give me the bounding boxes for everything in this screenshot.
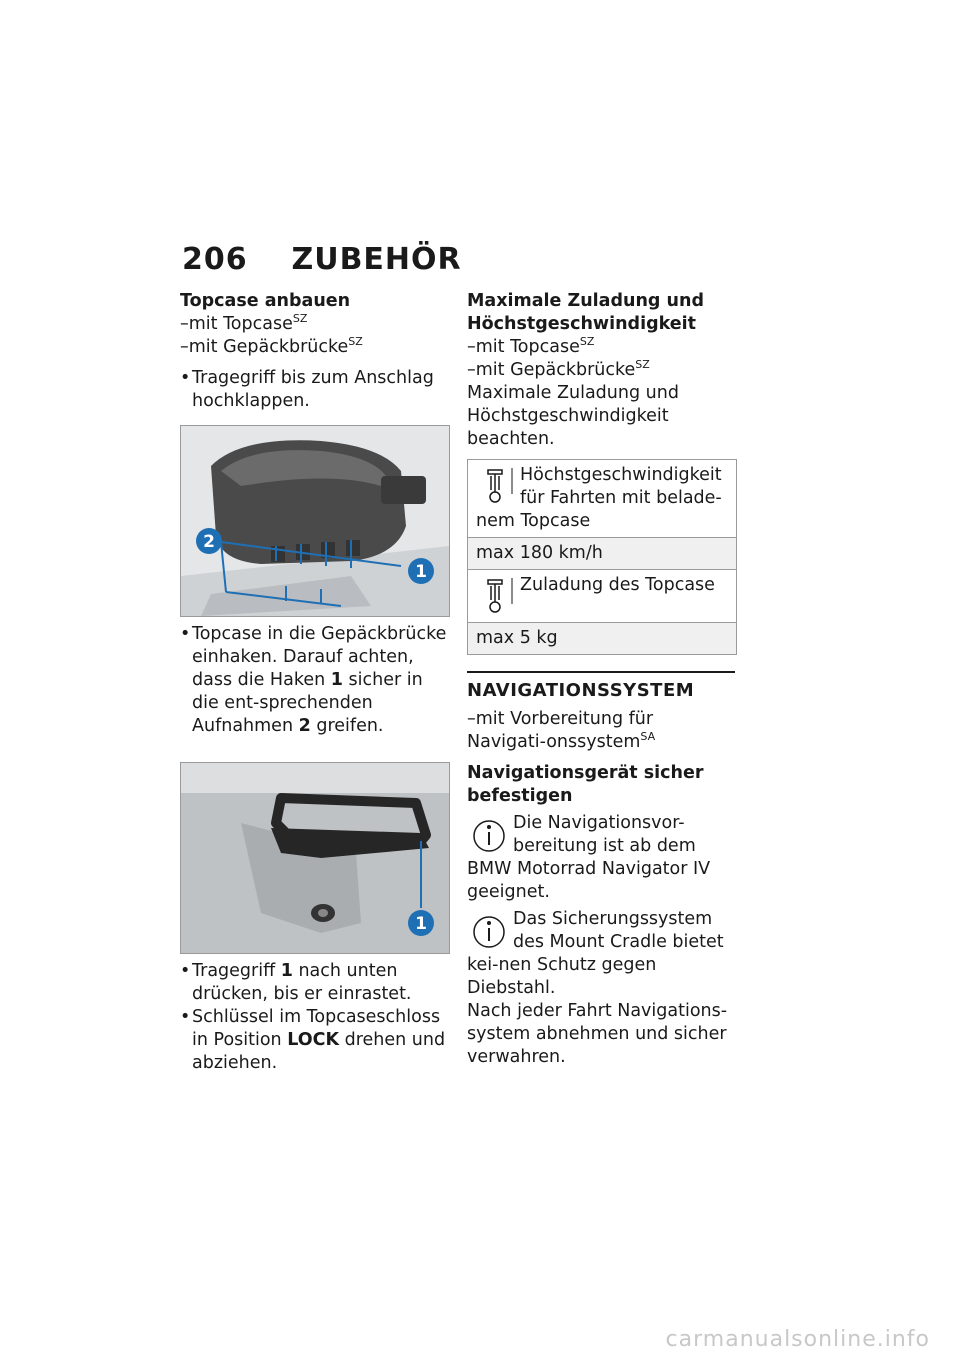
- info-note-2: Das Sicherungssystem des Mount Cradle bietet kei-nen Schutz gegen Diebstahl.: [467, 909, 724, 998]
- figure-topcase-mount: [180, 425, 450, 617]
- info-note-1: Die Navigationsvor-bereitung ist ab dem BMW Motorrad Navigator IV geeignet.: [467, 813, 711, 902]
- page-header: [182, 242, 462, 277]
- prereq-topcase: –mit Topcase$^{SZ}$: [180, 312, 308, 334]
- nav-heading: NAVIGATIONSSYSTEM: [467, 680, 695, 701]
- watermark: carmanualsonline.info: [665, 1327, 930, 1352]
- callout-1: 1: [415, 914, 427, 934]
- spec-row-load-value: max 5 kg: [468, 623, 736, 654]
- chapter-title: ZUBEHÖR: [291, 242, 462, 277]
- section-divider: [467, 671, 735, 673]
- left-column: [180, 290, 452, 1075]
- step-1: • Tragegriff bis zum Anschlag hochklappen.: [180, 368, 434, 411]
- spec-row-load-label: Zuladung des Topcase: [468, 570, 736, 623]
- section-title-load: Maximale Zuladung und Höchstgeschwindigkeit: [467, 291, 704, 334]
- callout-2: 2: [203, 532, 215, 552]
- bullet-icon: •: [180, 624, 191, 644]
- prereq-topcase: –mit Topcase$^{SZ}$: [467, 335, 595, 357]
- step-4: • Schlüssel im Topcaseschloss in Position LOCK drehen und abziehen.: [180, 1007, 446, 1073]
- right-column: [467, 290, 737, 1069]
- handle-illustration: [181, 763, 449, 953]
- gauge-icon: [476, 574, 516, 618]
- spec-table: [467, 459, 737, 655]
- closing-text: Nach jeder Fahrt Navigations-system abnehmen und sicher verwahren.: [467, 1001, 728, 1067]
- info-icon: [469, 814, 509, 858]
- callout-1: 1: [415, 562, 427, 582]
- info-icon: [469, 910, 509, 954]
- bullet-icon: •: [180, 1007, 191, 1027]
- bullet-icon: •: [180, 368, 191, 388]
- nav-sub-title: Navigationsgerät sicher befestigen: [467, 763, 704, 806]
- intro-text: Maximale Zuladung und Höchstgeschwindigkeit beachten.: [467, 383, 679, 449]
- prereq-rack: –mit Gepäckbrücke$^{SZ}$: [180, 335, 363, 357]
- spec-row-speed-value: max 180 km/h: [468, 538, 736, 570]
- nav-prereq: –mit Vorbereitung für Navigati-onssystem$^{SA}$: [467, 709, 656, 752]
- spec-row-speed-label: Höchstgeschwindigkeit für Fahrten mit belade-nem Topcase: [468, 460, 736, 538]
- bullet-icon: •: [180, 961, 191, 981]
- step-2: • Topcase in die Gepäckbrücke einhaken. Darauf achten, dass die Haken 1 sicher in die ent-sprechenden Aufnahmen 2 greifen.: [180, 624, 447, 736]
- step-3: • Tragegriff 1 nach unten drücken, bis er einrastet.: [180, 961, 412, 1004]
- section-title-topcase: Topcase anbauen: [180, 291, 351, 311]
- page-number: 206: [182, 242, 248, 277]
- gauge-icon: [476, 464, 516, 508]
- topcase-mount-illustration: [181, 426, 449, 616]
- figure-handle: [180, 762, 450, 954]
- prereq-rack: –mit Gepäckbrücke$^{SZ}$: [467, 358, 650, 380]
